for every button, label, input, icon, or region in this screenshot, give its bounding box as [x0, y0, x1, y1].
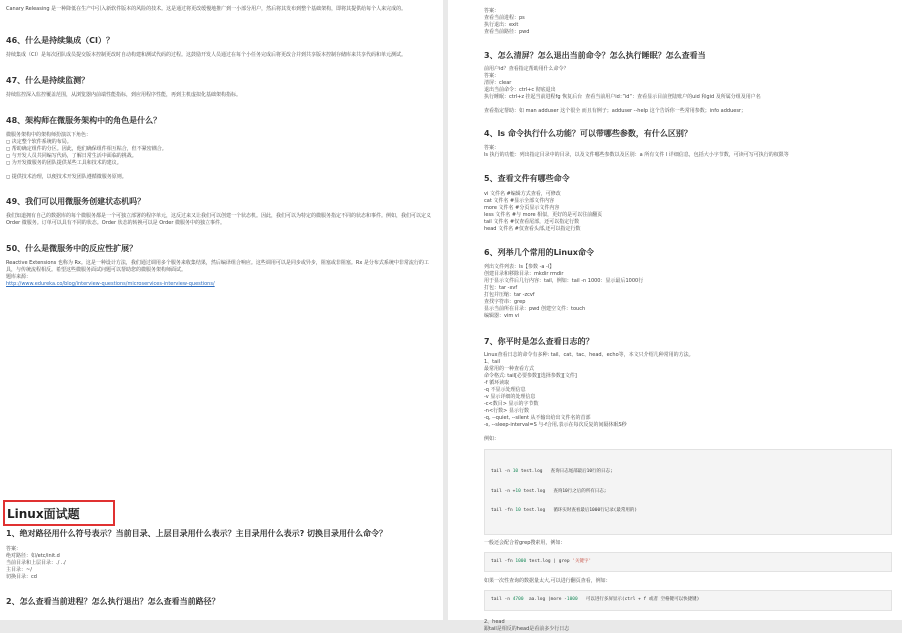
linux-section-title: Linux面试题: [7, 507, 80, 521]
head-body: 跟tail是相反的head是看前多少行日志: [484, 625, 570, 632]
top-answer: 答案： 查看当前进程：ps 执行退出：exit 查看当前路径：pwd: [484, 8, 530, 35]
q6-heading: 6、列举几个常用的Linux命令: [484, 248, 594, 257]
code-block-tail-examples: [484, 449, 892, 535]
linux-q1-heading: 1、绝对路径用什么符号表示？当前目录、上层目录用什么表示？主目录用什么表示? 切换目录用什么命令？: [6, 529, 387, 538]
q49-heading: 49、我们可以用微服务创建状态机吗？: [6, 197, 146, 206]
linux-q1-body: 答案： 绝对路径：如/etc/init.d 当前目录和上层目录：./ ../ 主目录：~/ 切换目录：cd: [6, 546, 66, 580]
q7-body: Linux查看日志的命令有多种: tail、cat、tac、head、echo等，本文只介绍几种常用的方法。 1、tail 最常用的一种查看方式 命令格式: tail[必要参数][选择参数][文件] -f 循环读取 -q 不显示处理信息 -v 显示详细的处理信息 -c<数目> 显示的字节数 -n<行数> 显示行数 -q, --quiet, --silent 从不输出给出文件名的首部 -s, --sleep-interval=S 与-f合用,表示在每次反复的间隔休眠S秒 例如：: [484, 352, 694, 442]
q46-heading: 46、什么是持续集成（CI）？: [6, 36, 114, 45]
q5-body: vi 文件名 #编辑方式查看，可修改 cat 文件名 #显示全部文件内容 more 文件名 #分页显示文件内容 less 文件名 #与 more 相似，更好的是可以往前翻页 tail 文件名 #仅查看尾部，还可以指定行数 head 文件名 #仅查看头部,还可以指定行数: [484, 191, 603, 232]
q50-heading: 50、什么是微服务中的反应性扩展？: [6, 244, 138, 253]
q5-heading: 5、查看文件有哪些命令: [484, 174, 570, 183]
q50-body: Reactive Extensions 也称为 Rx。这是一种设计方法，我们通过调用多个服务来收集结果，然后编译组合响应。这些调用可以是同步或异步，阻塞或非阻塞。Rx 是分布式系统中非常流行的工具，与传统流程相反。希望这些微服务面试问题可以帮助您的微服务架构师面试。 题库来源：: [6, 260, 429, 280]
q48-body: 微服务架构中的架构师扮演以下角色： ◻ 决定整个软件系统的布局。 ◻ 帮助确定组件的分区。因此，他们确保组件相互粘合，但不紧密耦合。 ◻ 与开发人员共同编写代码，了解日常生活中面临的挑战。 ◻ 为开发微服务的团队提供某些工具和技术的建议。 ◻ 提供技术治理，以便技术开发团队遵循微服务原则。: [6, 132, 167, 180]
paging-note: 如果一次性查询的数据量太大,可以进行翻页查看，例如：: [484, 578, 611, 584]
q4-heading: 4、ls 命令执行什么功能？可以带哪些参数，有什么区别？: [484, 129, 692, 138]
code-block-more: tail -n 4700 aa.log |more -1000 可以进行多屏显示(ctrl + f 或者 空格键可以快捷键): [484, 590, 892, 611]
q46-body: 持续集成（CI）是每次团队成员提交版本控制更改时自动构建和测试代码的过程。这鼓励开发人员通过在每个小任务完成后将更改合并到共享版本控制存储库来共享代码和单元测试。: [6, 52, 406, 58]
intro-paragraph: Canary Releasing 是一种降低在生产中引入新软件版本的风险的技术。这是通过将更改缓慢地推广到一小部分用户，然后将其发布到整个基础架构，即将其提供给每个人来完成的。: [6, 6, 407, 12]
q47-heading: 47、什么是持续监测？: [6, 76, 90, 85]
source-link[interactable]: http://www.edureka.co/blog/interview-questions/microservices-interview-questions/: [6, 281, 215, 287]
q49-body: 我们知道拥有自己的数据库的每个微服务都是一个可独立部署的程序单元，这反过来又让我们可以创建一个状态机。因此，我们可以为特定的微服务指定不同的状态和事件。例如，我们可以定义 Order 微服务。订单可以具有不同的状态。Order 状态的转换可以是 Order 微服务中的独立事件。: [6, 213, 433, 226]
left-page: [0, 0, 443, 620]
q48-heading: 48、架构师在微服务架构中的角色是什么？: [6, 116, 162, 125]
q3-heading: 3、怎么清屏？怎么退出当前命令？怎么执行睡眠？怎么查看当: [484, 51, 706, 60]
q3-body: 前用户id？查看指定帮助用什么命令？ 答案： 清屏：clear 退出当前命令：ctrl+c 彻底退出 执行睡眠：ctrl+z 挂起当前进程fg 恢复后台 查看当前用户id：”id“：查看显示目前登陆账户的uid 和gid 及所属分组及用户名 查看指定帮助：如 man adduser 这个很全 而且有例子；adduser --help 这个告诉你一些常用参数；info adduesr；: [484, 66, 761, 114]
code-line: tail -fn 10 test.log 循环实时查看最后1000行记录(最常用的): [491, 508, 638, 513]
grep-note: 一般还会配合着grep搜索用，例如：: [484, 539, 566, 546]
q4-body: 答案： ls 执行的功能：列出指定目录中的目录，以及文件哪些参数以及区别：a 所有文件 l 详细信息，包括大小字节数，可读可写可执行的权限等: [484, 145, 789, 158]
q6-body: 列出文件列表：ls【参数 -a -l】 创建目录和移除目录：mkdir rmdir 用于显示文件后几行内容：tail，例如：tail -n 1000：显示最后1000行 打包：tar -xvf 打包并压缩：tar -zcvf 查找字符串：grep 显示当前所在目录：pwd 创建空文件：touch 编辑器：vim vi: [484, 264, 644, 319]
q47-body: 持续监控深入监控覆盖范围，从浏览器内前端性能指标，到应用程序性能，再到主机虚拟化基础架构指标。: [6, 92, 242, 98]
code-line: tail -n 10 test.log 查询日志尾部最后10行的日志;: [491, 469, 613, 474]
right-page: [448, 0, 902, 632]
code-line: tail -n +10 test.log 查询10行之后的所有日志;: [491, 488, 607, 494]
linux-section: [6, 529, 436, 607]
code-block-grep: tail -fn 1000 test.log | grep '关键字': [484, 552, 892, 573]
q7-heading: 7、你平时是怎么查看日志的？: [484, 337, 594, 346]
head-subheading: 2、head: [484, 618, 505, 625]
linux-q2-heading: 2、怎么查看当前进程？怎么执行退出？怎么查看当前路径？: [6, 597, 220, 606]
